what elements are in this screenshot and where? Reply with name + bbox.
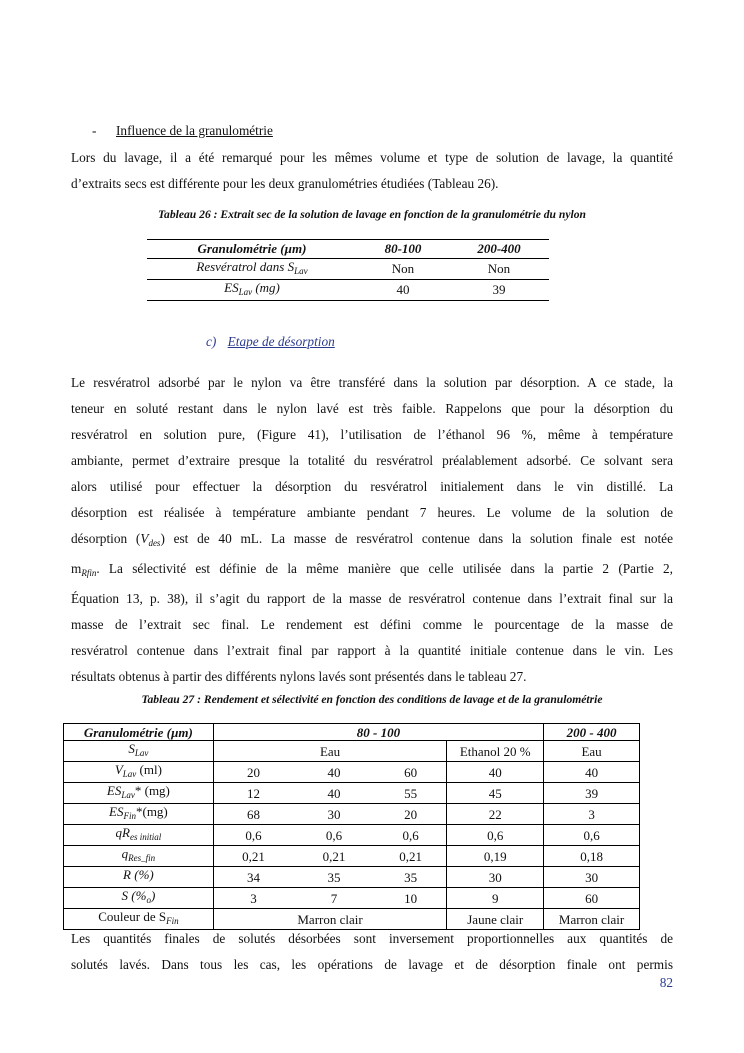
table27-cell: Ethanol 20 % [447, 741, 544, 762]
table26-caption: Tableau 26 : Extrait sec de la solution de lavage en fonction de la granulométrie du nylon [158, 208, 586, 221]
table27-row-label: $S_{Lav}$ [64, 741, 214, 762]
table27-cell: 0,21 [213, 846, 293, 867]
table27-row-label: $qR_{es initial}$ [64, 825, 214, 846]
intro-paragraph [71, 145, 673, 197]
table27-cell: Eau [544, 741, 640, 762]
section-number: c) [206, 334, 217, 349]
table27-cell: 0,19 [447, 846, 544, 867]
table27-cell: 0,18 [544, 846, 640, 867]
section-heading [206, 334, 335, 350]
body-line: teneur en soluté restant dans le nylon lavé est très faible. Rappelons que pour la désorption du [71, 401, 673, 416]
intro-line: d’extraits secs est différente pour les deux granulométries étudiées (Tableau 26). [71, 176, 499, 191]
table26-header-cell: 200-400 [477, 241, 521, 256]
table27-row-label: $V_{Lav}$ (ml) [64, 762, 214, 783]
bullet-dash: - [92, 123, 97, 138]
table26-header-cell: 80-100 [384, 241, 422, 256]
table26-cell: Non [391, 261, 415, 276]
table27-row [64, 825, 640, 846]
table27-row [64, 804, 640, 825]
table27-cell: Marron clair [213, 909, 447, 930]
table27-cell: 0,6 [375, 825, 447, 846]
body-line: Équation 13, p. 38), il s’agit du rapport de la masse de resvératrol contenue dans l’extrait final sur la [71, 591, 673, 606]
table27-cell: 55 [375, 783, 447, 804]
final-line: Les quantités finales de solutés désorbées sont inversement proportionnelles aux quantités de [71, 931, 673, 946]
table27-cell: 35 [293, 867, 375, 888]
body-line: désorption $(V_{des})$ est de 40 mL. La masse de resvératrol contenue dans la solution finale est notée [71, 531, 673, 548]
body-paragraph [71, 370, 673, 690]
body-line: resvératrol en solution pure, (Figure 41), l’utilisation de l’éthanol 96 %, même à température [71, 427, 673, 442]
table26-cell: Non [487, 261, 511, 276]
final-line: solutés lavés. Dans tous les cas, les opérations de lavage et de désorption finale ont permis [71, 957, 673, 972]
table26-cell: 40 [396, 282, 410, 297]
table27-cell: 3 [544, 804, 640, 825]
table27-cell: 30 [544, 867, 640, 888]
table27-row-label: $ES_{Fin}*(mg)$ [64, 804, 214, 825]
table27-header-row [64, 724, 640, 741]
table27-cell: 0,6 [447, 825, 544, 846]
table27-cell: 20 [213, 762, 293, 783]
final-paragraph [71, 926, 673, 978]
table26-row [147, 259, 549, 280]
table27-cell: 9 [447, 888, 544, 909]
table27-cell: 3 [213, 888, 293, 909]
table27-cell: 40 [293, 762, 375, 783]
table27-cell: Marron clair [544, 909, 640, 930]
table27-cell: 0,21 [375, 846, 447, 867]
table27-cell: 7 [293, 888, 375, 909]
table27-row-label: $ES_{Lav}*$ (mg) [64, 783, 214, 804]
table27-row [64, 762, 640, 783]
table26-row [147, 280, 549, 301]
table27-cell: 60 [375, 762, 447, 783]
table27-header-cell: 200 - 400 [544, 724, 640, 741]
table27 [63, 723, 640, 930]
table27-row [64, 888, 640, 909]
table27-row [64, 783, 640, 804]
table27-cell: 34 [213, 867, 293, 888]
table27-cell: Eau [213, 741, 447, 762]
intro-line: Lors du lavage, il a été remarqué pour les mêmes volume et type de solution de lavage, la quantité [71, 150, 673, 165]
table27-row-label: $q_{Res\_fin}$ [64, 846, 214, 867]
table27-cell: 60 [544, 888, 640, 909]
table26 [147, 239, 549, 301]
table26-cell: 39 [492, 282, 506, 297]
body-line: masse de l’extrait sec final. Le rendement est défini comme le pourcentage de la masse de [71, 617, 673, 632]
table27-cell: 20 [375, 804, 447, 825]
body-line: ambiante, permet d’extraire presque la totalité du resvératrol préalablement adsorbé. Ce solvant sera [71, 453, 673, 468]
table27-cell: 10 [375, 888, 447, 909]
table27-cell: 0,6 [293, 825, 375, 846]
table27-row-label: R (%) [64, 867, 214, 888]
table27-row-label: S $(\%_o)$ [64, 888, 214, 909]
table27-cell: 0,21 [293, 846, 375, 867]
table27-cell: 40 [447, 762, 544, 783]
table27-cell: 30 [447, 867, 544, 888]
bullet-heading: Influence de la granulométrie [116, 123, 273, 138]
table26-header-row [147, 240, 549, 259]
table27-cell: 68 [213, 804, 293, 825]
table27-caption: Tableau 27 : Rendement et sélectivité en fonction des conditions de lavage et de la granulométrie [141, 693, 603, 706]
table27-cell: 40 [544, 762, 640, 783]
table27-header-cell: 80 - 100 [213, 724, 543, 741]
body-line: resvératrol contenue dans l’extrait final par rapport à la quantité initiale contenue dans le vin. Les [71, 643, 673, 658]
table27-cell: 22 [447, 804, 544, 825]
body-line: résultats obtenus à partir des différents nylons lavés sont présentés dans le tableau 27. [71, 669, 527, 684]
table27-row [64, 867, 640, 888]
body-line: alors utilisé pour effectuer la désorption du resvératrol initialement dans le vin distillé. La [71, 479, 673, 494]
table26-row-label: Resvératrol dans $S_{Lav}$ [196, 259, 308, 276]
table27-row [64, 846, 640, 867]
table27-cell: 45 [447, 783, 544, 804]
section-title-link[interactable]: Etape de désorption [227, 334, 335, 349]
table27-cell: 40 [293, 783, 375, 804]
table26-row-label: $ES_{Lav}$ (mg) [224, 280, 280, 297]
table27-header-cell: Granulométrie (µm) [64, 724, 214, 741]
table26-header-cell: Granulométrie (µm) [197, 241, 307, 256]
table27-cell: 0,6 [213, 825, 293, 846]
body-line: désorption est réalisée à température ambiante pendant 7 heures. Le volume de la solution de [71, 505, 673, 520]
table27-cell: 0,6 [544, 825, 640, 846]
body-line: Le resvératrol adsorbé par le nylon va être transféré dans la solution par désorption. A ce stade, la [71, 375, 673, 390]
table27-cell: 35 [375, 867, 447, 888]
table27-cell: 12 [213, 783, 293, 804]
table27-cell: 30 [293, 804, 375, 825]
page-number: 82 [659, 975, 673, 990]
table27-row [64, 741, 640, 762]
table27-row-label: Couleur de $S_{Fin}$ [64, 909, 214, 930]
table27-cell: 39 [544, 783, 640, 804]
body-line: $m_{Rfin}$. La sélectivité est définie de la même manière que celle utilisée dans la partie 2 (Partie 2, [71, 561, 673, 578]
table27-cell: Jaune clair [447, 909, 544, 930]
